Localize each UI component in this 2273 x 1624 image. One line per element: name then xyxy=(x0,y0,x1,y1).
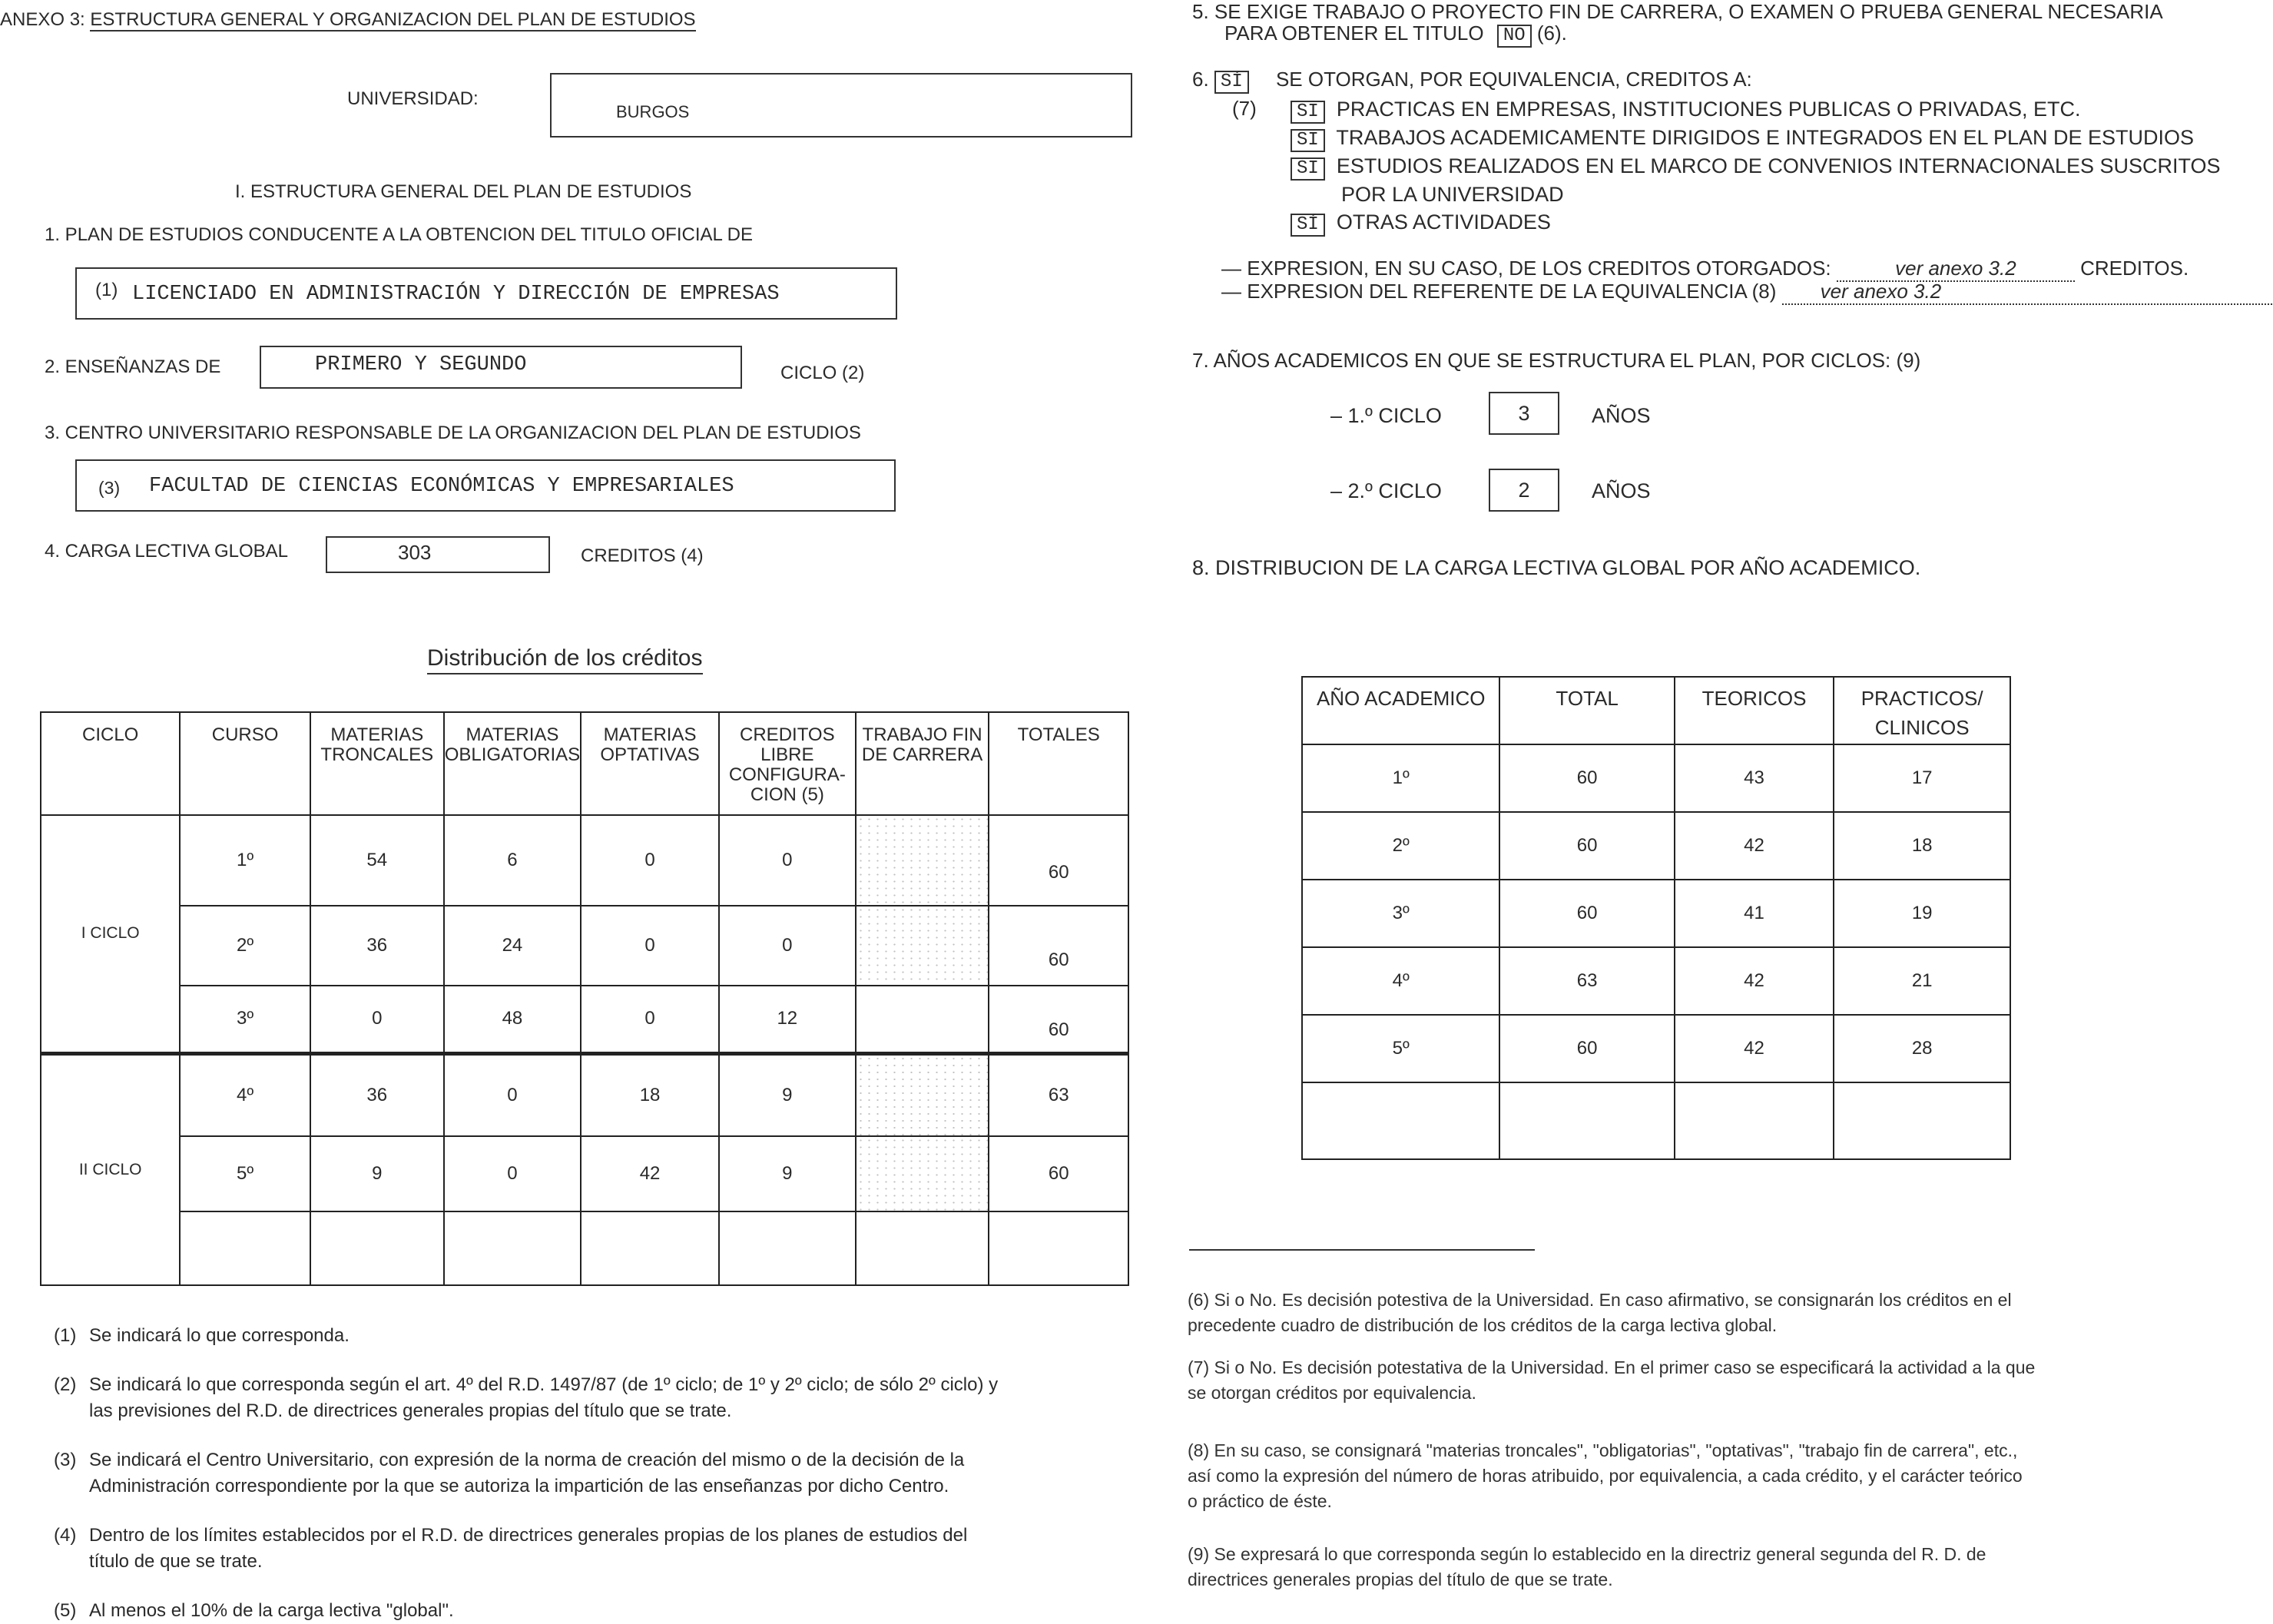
optativas-cell: 0 xyxy=(581,906,719,986)
section-title: I. ESTRUCTURA GENERAL DEL PLAN DE ESTUDIOS xyxy=(235,181,692,202)
practicos-cell: 28 xyxy=(1834,1015,2010,1082)
item8-label: 8. DISTRIBUCION DE LA CARGA LECTIVA GLOBAL POR AÑO ACADEMICO. xyxy=(1192,556,1921,579)
annex-title: ESTRUCTURA GENERAL Y ORGANIZACION DEL PLAN DE ESTUDIOS xyxy=(90,9,696,30)
table-row xyxy=(1302,947,2010,1015)
item7-label: 7. AÑOS ACADEMICOS EN QUE SE ESTRUCTURA EL PLAN, POR CICLOS: (9) xyxy=(1192,349,1921,372)
item2-value: PRIMERO Y SEGUNDO xyxy=(315,353,527,376)
ciclo1-unit: AÑOS xyxy=(1592,404,1651,427)
header-teoricos: TEORICOS xyxy=(1675,677,1834,744)
expr1-label: — EXPRESION, EN SU CASO, DE LOS CREDITOS OTORGADOS: xyxy=(1221,257,1831,280)
ciclo2-years: 2 xyxy=(1489,469,1559,512)
item5-checkbox: NO xyxy=(1497,25,1532,48)
optativas-cell: 0 xyxy=(581,815,719,906)
item6-option: SI PRACTICAS EN EMPRESAS, INSTITUCIONES PUBLICAS O PRIVADAS, ETC. xyxy=(1291,95,2221,124)
teoricos-cell: 43 xyxy=(1675,744,1834,812)
table-row xyxy=(1302,744,2010,812)
footnote-4: (4) Dentro de los límites establecidos por el R.D. de directrices generales propias de los planes de estudios del título de que se trate. xyxy=(54,1525,968,1572)
table-row xyxy=(1302,1015,2010,1082)
obligatorias-cell: 0 xyxy=(444,1053,582,1136)
totales-cell: 60 xyxy=(989,906,1128,986)
expr1-suffix: CREDITOS. xyxy=(2080,257,2189,280)
left-footnotes xyxy=(54,1323,1129,1624)
item6-option: SI ESTUDIOS REALIZADOS EN EL MARCO DE CONVENIOS INTERNACIONALES SUSCRITOS POR LA UNIVERSIDAD xyxy=(1291,152,2221,208)
teoricos-cell: 42 xyxy=(1675,947,1834,1015)
universidad-value: BURGOS xyxy=(616,102,690,121)
distribution-title: Distribución de los créditos xyxy=(427,645,703,674)
item5-ref: (6). xyxy=(1536,22,1567,45)
item6-heading xyxy=(1192,68,1752,94)
item6-ref: (7) xyxy=(1232,97,1257,120)
header-ciclo: CICLO xyxy=(41,712,180,815)
footnote-3: (3) Se indicará el Centro Universitario, con expresión de la norma de creación del mismo o de la decisión de la Administración correspondiente por la que se autoriza la impartición de las enseñanzas por dicho Centro. xyxy=(54,1450,965,1496)
header-troncales: MATERIAS TRONCALES xyxy=(310,712,444,815)
right-footnotes xyxy=(1188,1288,2263,1593)
expr2-value: ver anexo 3.2 xyxy=(1782,280,2273,305)
ano-cell: 2º xyxy=(1302,812,1499,880)
total-cell: 60 xyxy=(1499,1015,1674,1082)
header-ano: AÑO ACADEMICO xyxy=(1302,677,1499,744)
obligatorias-cell: 48 xyxy=(444,986,582,1053)
item6-option: SÍ OTRAS ACTIVIDADES xyxy=(1291,208,2221,237)
footnote-9: (9) Se expresará lo que corresponda según lo establecido en la directriz general segunda del R. D. de directrices generales propias del título de que se trate. xyxy=(1188,1544,1986,1589)
libre-cell: 0 xyxy=(719,906,856,986)
troncales-cell: 36 xyxy=(310,906,444,986)
universidad-label: UNIVERSIDAD: xyxy=(347,88,479,109)
table-row-empty xyxy=(41,1211,1128,1285)
totales-cell: 60 xyxy=(989,986,1128,1053)
annex-prefix: ANEXO 3: xyxy=(0,9,85,30)
credits-header-row xyxy=(41,712,1128,815)
trabajo-fin-cell xyxy=(856,1136,989,1211)
obligatorias-cell: 24 xyxy=(444,906,582,986)
ano-cell: 4º xyxy=(1302,947,1499,1015)
practicos-cell: 18 xyxy=(1834,812,2010,880)
footnote-1: (1) Se indicará lo que corresponda. xyxy=(54,1325,350,1346)
totales-cell: 60 xyxy=(989,815,1128,906)
teoricos-cell: 42 xyxy=(1675,1015,1834,1082)
total-cell: 60 xyxy=(1499,812,1674,880)
curso-cell: 4º xyxy=(180,1053,310,1136)
practicos-cell: 19 xyxy=(1834,880,2010,947)
footnote-2: (2) Se indicará lo que corresponda según el art. 4º del R.D. 1497/87 (de 1º ciclo; de 1º y 2º ciclo; de sólo 2º ciclo) y las previsiones del R.D. de directrices generales propias del título que se trate. xyxy=(54,1374,999,1421)
table-row xyxy=(1302,880,2010,947)
curso-cell: 1º xyxy=(180,815,310,906)
ciclo-1-cell: I CICLO xyxy=(41,815,180,1053)
footnote-8: (8) En su caso, se consignará "materias troncales", "obligatorias", "optativas", "trabajo fin de carrera", etc., así como la expresión del número de horas atribuido, por equivalencia, a cada crédito, y el carácter teórico o práctico de éste. xyxy=(1188,1440,2023,1511)
expr1-value: ver anexo 3.2 xyxy=(1837,257,2075,282)
item5-text: PARA OBTENER EL TITULO xyxy=(1224,22,1484,45)
item1-label: 1. PLAN DE ESTUDIOS CONDUCENTE A LA OBTENCION DEL TITULO OFICIAL DE xyxy=(45,224,753,245)
header-optativas: MATERIAS OPTATIVAS xyxy=(581,712,719,815)
table-row xyxy=(41,986,1128,1053)
header-practicos: PRACTICOS/ CLINICOS xyxy=(1834,677,2010,744)
curso-cell: 3º xyxy=(180,986,310,1053)
item2-label: 2. ENSEÑANZAS DE xyxy=(45,356,221,377)
totales-cell: 63 xyxy=(989,1053,1128,1136)
table-row xyxy=(41,815,1128,906)
optativas-cell: 42 xyxy=(581,1136,719,1211)
item1-ref: (1) xyxy=(95,280,118,300)
item4-field xyxy=(326,536,550,573)
ano-cell: 1º xyxy=(1302,744,1499,812)
table-row xyxy=(41,906,1128,986)
table-row xyxy=(1302,812,2010,880)
trabajo-fin-cell xyxy=(856,986,989,1053)
total-cell: 60 xyxy=(1499,744,1674,812)
optativas-cell: 18 xyxy=(581,1053,719,1136)
troncales-cell: 36 xyxy=(310,1053,444,1136)
header-libre-configuracion: CREDITOS LIBRE CONFIGURA- CION (5) xyxy=(719,712,856,815)
optativas-cell: 0 xyxy=(581,986,719,1053)
credits-table xyxy=(40,711,1129,1286)
ciclo-2-cell: II CICLO xyxy=(41,1053,180,1285)
trabajo-fin-cell xyxy=(856,1053,989,1136)
item6-options xyxy=(1291,95,2221,237)
annual-load-table xyxy=(1301,676,2011,1160)
item6-checkbox: SÍ xyxy=(1214,71,1249,94)
item3-field xyxy=(75,459,896,512)
curso-cell: 5º xyxy=(180,1136,310,1211)
footnote-5: (5) Al menos el 10% de la carga lectiva "global". xyxy=(54,1600,454,1621)
item4-label: 4. CARGA LECTIVA GLOBAL xyxy=(45,541,289,562)
ano-cell: 3º xyxy=(1302,880,1499,947)
total-cell: 63 xyxy=(1499,947,1674,1015)
header-obligatorias: MATERIAS OBLIGATORIAS xyxy=(444,712,582,815)
item4-value: 303 xyxy=(398,541,432,564)
item5-line2 xyxy=(1224,22,1567,48)
item6-text: SE OTORGAN, POR EQUIVALENCIA, CREDITOS A: xyxy=(1275,68,1752,91)
trabajo-fin-cell xyxy=(856,906,989,986)
item5-line1: 5. SE EXIGE TRABAJO O PROYECTO FIN DE CARRERA, O EXAMEN O PRUEBA GENERAL NECESARIA xyxy=(1192,0,2163,23)
obligatorias-cell: 6 xyxy=(444,815,582,906)
footnote-separator xyxy=(1189,1249,1535,1251)
table-row xyxy=(41,1053,1128,1136)
item2-field xyxy=(260,346,742,389)
practicos-cell: 21 xyxy=(1834,947,2010,1015)
totales-cell: 60 xyxy=(989,1136,1128,1211)
troncales-cell: 9 xyxy=(310,1136,444,1211)
footnote-6: (6) Si o No. Es decisión potestiva de la Universidad. En caso afirmativo, se consignarán los créditos en el precedente cuadro de distribución de los créditos de la carga lectiva global. xyxy=(1188,1290,2012,1335)
item6-option: SI TRABAJOS ACADEMICAMENTE DIRIGIDOS E INTEGRADOS EN EL PLAN DE ESTUDIOS xyxy=(1291,124,2221,152)
annex-heading xyxy=(0,9,696,31)
libre-cell: 9 xyxy=(719,1136,856,1211)
header-totales: TOTALES xyxy=(989,712,1128,815)
teoricos-cell: 42 xyxy=(1675,812,1834,880)
ciclo2-label: – 2.º CICLO xyxy=(1330,479,1442,502)
header-curso: CURSO xyxy=(180,712,310,815)
practicos-cell: 17 xyxy=(1834,744,2010,812)
item4-suffix: CREDITOS (4) xyxy=(581,545,704,566)
expr2-label: — EXPRESION DEL REFERENTE DE LA EQUIVALENCIA (8) xyxy=(1221,280,1777,303)
ano-cell: 5º xyxy=(1302,1015,1499,1082)
item3-label: 3. CENTRO UNIVERSITARIO RESPONSABLE DE LA ORGANIZACION DEL PLAN DE ESTUDIOS xyxy=(45,423,861,443)
item3-value: FACULTAD DE CIENCIAS ECONÓMICAS Y EMPRESARIALES xyxy=(149,475,734,498)
teoricos-cell: 41 xyxy=(1675,880,1834,947)
annual-header-row xyxy=(1302,677,2010,744)
total-cell: 60 xyxy=(1499,880,1674,947)
ciclo1-years: 3 xyxy=(1489,392,1559,435)
troncales-cell: 0 xyxy=(310,986,444,1053)
item1-value: LICENCIADO EN ADMINISTRACIÓN Y DIRECCIÓN DE EMPRESAS xyxy=(132,283,780,306)
ciclo1-label: – 1.º CICLO xyxy=(1330,404,1442,427)
libre-cell: 0 xyxy=(719,815,856,906)
curso-cell: 2º xyxy=(180,906,310,986)
item3-ref: (3) xyxy=(98,478,121,498)
footnote-7: (7) Si o No. Es decisión potestativa de la Universidad. En el primer caso se especificará la actividad a la que se otorgan créditos por equivalencia. xyxy=(1188,1357,2036,1403)
libre-cell: 9 xyxy=(719,1053,856,1136)
table-row-empty xyxy=(1302,1082,2010,1159)
item2-suffix: CICLO (2) xyxy=(780,363,865,383)
table-row xyxy=(41,1136,1128,1211)
header-total: TOTAL xyxy=(1499,677,1674,744)
expr2 xyxy=(1221,280,2273,305)
header-trabajo-fin: TRABAJO FIN DE CARRERA xyxy=(856,712,989,815)
item6-num: 6. xyxy=(1192,68,1209,91)
trabajo-fin-cell xyxy=(856,815,989,906)
ciclo2-unit: AÑOS xyxy=(1592,479,1651,502)
troncales-cell: 54 xyxy=(310,815,444,906)
obligatorias-cell: 0 xyxy=(444,1136,582,1211)
expr1 xyxy=(1221,257,2189,282)
libre-cell: 12 xyxy=(719,986,856,1053)
item1-field xyxy=(75,267,897,320)
universidad-field xyxy=(550,73,1132,138)
